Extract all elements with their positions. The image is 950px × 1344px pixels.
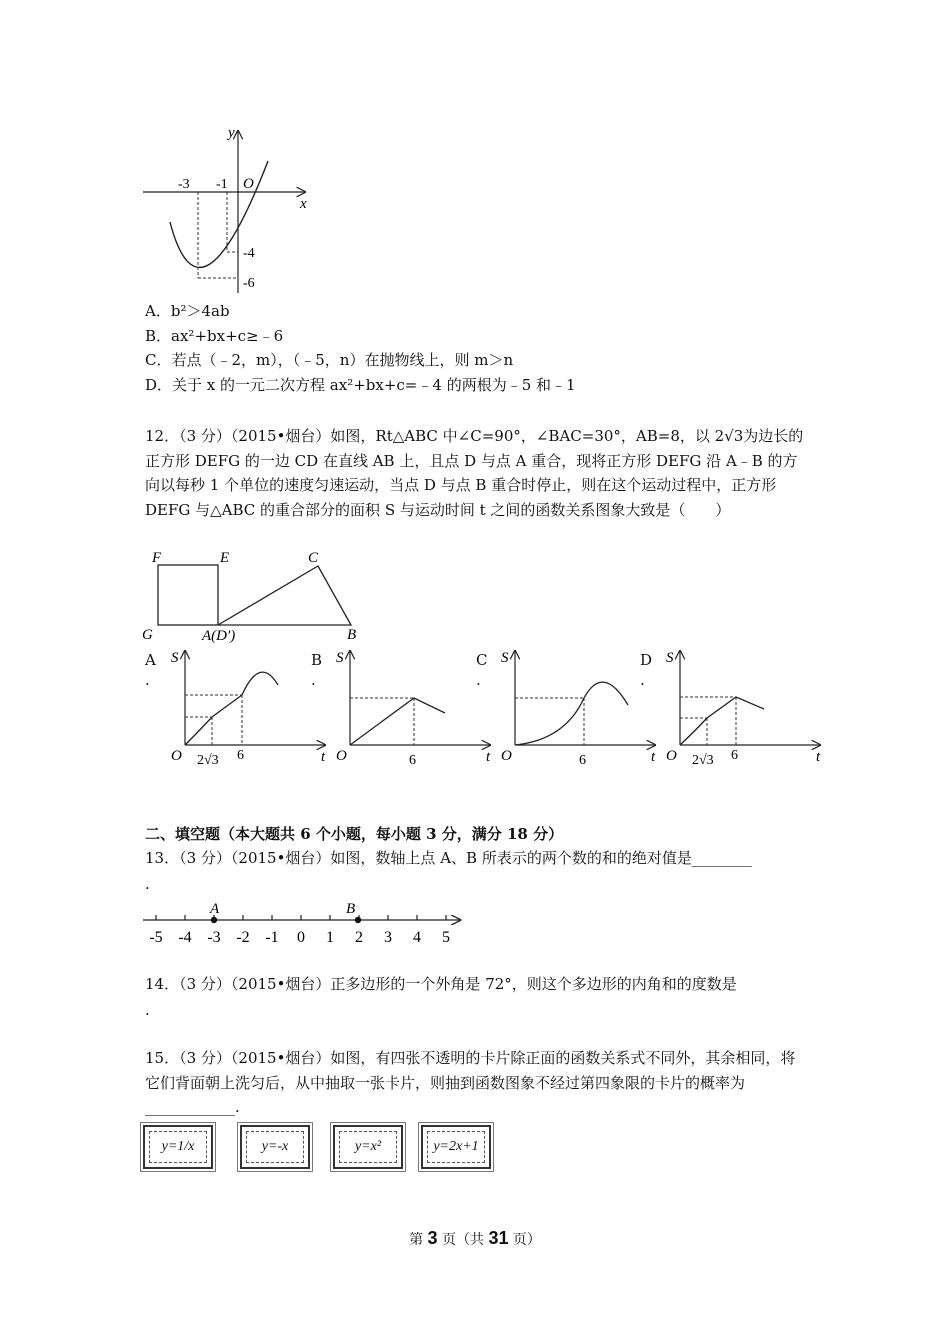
q13-tail: . [145, 875, 150, 893]
label-g: G [142, 627, 153, 643]
choice-c-curve [515, 682, 628, 745]
number-line-tick-label: -3 [207, 929, 221, 946]
card-reciprocal-formula: y=1/x [149, 1131, 207, 1163]
number-line-tick-label: -2 [236, 929, 250, 946]
q11-tick-m4: -4 [243, 246, 255, 261]
q12-question-text: 12．（3 分）（2015•烟台）如图，Rt△ABC 中∠C=90°，∠BAC=30°，AB=8，以 2√3为边长的正方形 DEFG 的一边 CD 在直线 AB 上，且点 D 与点 A 重合，现将正方形 DEFG 沿 A﹣B 的方向以每秒 1 个单位的速度匀速运动，当点 D 与点 B 重合时停止，则在这个运动过程中，正方形 DEFG 与△ABC 的重合部分的面积 S 与运动时间 t 之间的函数关系图象大致是（ ） [145, 427, 804, 519]
option-c-text: 若点（﹣2，m），（﹣5，n）在抛物线上，则 m＞n [171, 351, 514, 369]
choice-d-label[interactable]: D . [640, 651, 653, 689]
choice-a-tick1: 2√3 [197, 753, 219, 768]
q11-tick-m6: -6 [243, 276, 255, 291]
point-a [211, 917, 217, 923]
option-a-text: b²＞4ab [170, 302, 230, 320]
square-defg [158, 565, 218, 625]
choice-c-tick2: 6 [579, 753, 586, 768]
page-footer [0, 1228, 950, 1249]
q11-origin-label: O [243, 176, 254, 192]
label-c: C [308, 550, 319, 566]
number-line-tick-label: 2 [355, 929, 363, 946]
q11-tick-m1: -1 [216, 177, 228, 192]
option-b-label: B． [145, 327, 172, 345]
choice-a-t: t [321, 749, 326, 765]
choice-c-s: S [501, 650, 509, 666]
choice-a-o: O [171, 748, 182, 764]
choice-b-label[interactable]: B . [311, 651, 323, 689]
choice-a-label[interactable]: A . [145, 651, 156, 689]
q11-option-a[interactable] [145, 299, 230, 323]
choice-d-graph[interactable] [660, 645, 830, 770]
q14-question-text: 14．（3 分）（2015•烟台）正多边形的一个外角是 72°，则这个多边形的内角和的度数是 [145, 975, 737, 993]
footer-page-number: 3 [427, 1228, 438, 1248]
number-line-tick-label: 5 [442, 929, 450, 946]
choice-d-tick2: 6 [731, 748, 738, 763]
number-line-tick-label: 1 [326, 929, 334, 946]
card-negative-linear[interactable] [240, 1125, 310, 1169]
label-b: B [347, 627, 357, 643]
choice-b-graph[interactable] [330, 645, 500, 770]
section-heading: 二、填空题（本大题共 6 个小题，每小题 3 分，满分 18 分） [145, 825, 564, 843]
option-c-label: C． [145, 351, 172, 369]
choice-a-tick2: 6 [237, 748, 244, 763]
number-line-tick-label: 3 [384, 929, 392, 946]
number-line-tick-label: 4 [413, 929, 421, 946]
q15-question-text: 15．（3 分）（2015•烟台）如图，有四张不透明的卡片除正面的函数关系式不同外，其余相同，将它们背面朝上洗匀后，从中抽取一张卡片，则抽到函数图象不经过第四象限的卡片的概率为____________. [145, 1049, 796, 1116]
q13-question-text: 13．（3 分）（2015•烟台）如图，数轴上点 A、B 所表示的两个数的和的绝对值是________ [145, 849, 752, 867]
number-line-tick-label: -4 [178, 929, 192, 946]
q11-tick-m3: -3 [178, 177, 190, 192]
q11-x-label: x [300, 196, 307, 212]
choice-a-s: S [171, 650, 179, 666]
number-line-tick-label: -5 [149, 929, 163, 946]
card-quadratic[interactable] [333, 1125, 403, 1169]
footer-total-pages: 31 [488, 1228, 509, 1248]
footer-mid: 页（共 [437, 1232, 489, 1248]
choice-c-o: O [501, 748, 512, 764]
choice-b-t: t [486, 749, 491, 765]
number-line-tick-label: 0 [297, 929, 305, 946]
point-b [355, 917, 361, 923]
option-a-label: A． [145, 302, 171, 320]
choice-d-curve [680, 697, 764, 745]
option-d-text: 关于 x 的一元二次方程 ax²+bx+c=﹣4 的两根为﹣5 和﹣1 [172, 376, 576, 394]
card-quadratic-formula: y=x² [339, 1131, 397, 1163]
q11-option-b[interactable] [145, 324, 283, 348]
option-b-text: ax²+bx+c≥﹣6 [171, 327, 284, 345]
triangle-abc [218, 566, 351, 625]
footer-suffix: 页） [508, 1232, 541, 1248]
choice-d-tick1: 2√3 [692, 753, 714, 768]
q11-y-label: y [228, 125, 235, 141]
card-linear[interactable] [421, 1125, 491, 1169]
q12-figure [140, 548, 365, 648]
footer-prefix: 第 [409, 1232, 428, 1248]
label-ad: A(D′) [202, 628, 236, 644]
choice-b-curve [350, 698, 445, 745]
card-linear-formula: y=2x+1 [427, 1131, 485, 1163]
point-a-label: A [210, 901, 220, 917]
q11-option-d[interactable] [145, 373, 576, 397]
choice-b-tick2: 6 [409, 753, 416, 768]
choice-c-t: t [651, 749, 656, 765]
card-reciprocal[interactable] [143, 1125, 213, 1169]
label-e: E [220, 550, 230, 566]
choice-d-s: S [666, 650, 674, 666]
choice-d-t: t [816, 749, 821, 765]
label-f: F [152, 550, 162, 566]
choice-a-graph[interactable] [165, 645, 335, 770]
choice-c-label[interactable]: C . [476, 651, 488, 689]
choice-a-curve [185, 672, 278, 745]
q11-parabola-graph [140, 125, 320, 295]
q13-number-line [140, 898, 475, 948]
option-d-label: D． [145, 376, 173, 394]
card-negative-linear-formula: y=-x [246, 1131, 304, 1163]
q14-tail: . [145, 1001, 150, 1019]
choice-b-o: O [336, 748, 347, 764]
number-line-tick-label: -1 [265, 929, 279, 946]
choice-b-s: S [336, 650, 344, 666]
q11-option-c[interactable] [145, 348, 513, 372]
choice-d-o: O [666, 748, 677, 764]
point-b-label: B [346, 901, 356, 917]
